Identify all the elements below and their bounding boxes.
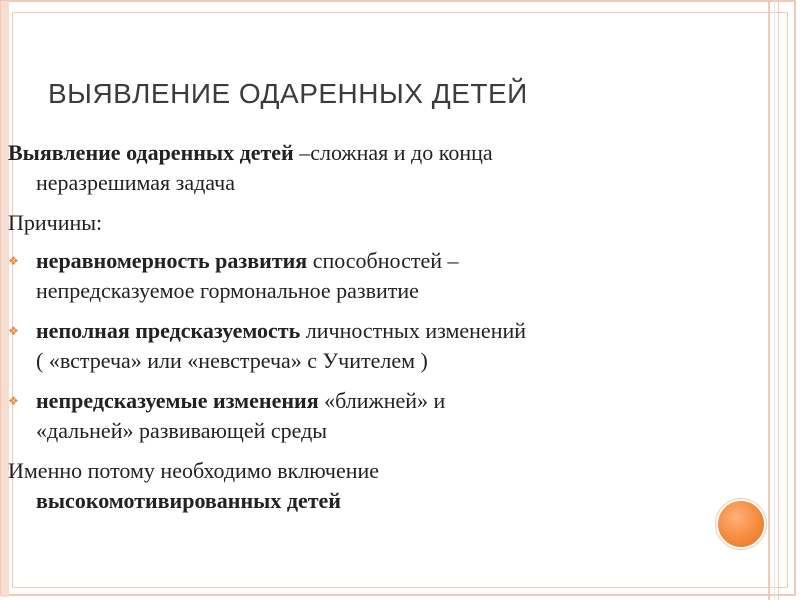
bullet-3-line2: «дальней» развивающей среды (36, 418, 328, 443)
bullet-1-line2: непредсказуемое гормональное развитие (36, 278, 419, 303)
bullet-1-rest: способностей – (307, 248, 459, 273)
reasons-label: Причины: (8, 210, 103, 235)
diamond-bullet-icon: ❖ (8, 324, 19, 338)
bullet-3-rest: «ближней» и (318, 388, 446, 413)
intro-rest: –сложная и до конца (299, 140, 493, 165)
bullet-2-bold: неполная предсказуемость (36, 318, 301, 343)
bullet-item-3 (8, 386, 708, 446)
diamond-bullet-icon: ❖ (8, 254, 19, 268)
intro-bold: Выявление одаренных детей (8, 140, 300, 165)
bullet-2-rest: личностных изменений (300, 318, 527, 343)
slide-frame-right-line-3 (778, 0, 779, 600)
bullet-item-2 (8, 316, 708, 376)
bullet-1-bold: неравномерность развития (36, 248, 308, 273)
intro-paragraph (8, 138, 708, 198)
bullet-2-line2: ( «встреча» или «невстреча» с Учителем ) (36, 348, 428, 373)
slide-frame-right-line-2 (774, 0, 775, 600)
conclusion-paragraph (8, 456, 708, 516)
orange-circle-decoration (716, 499, 766, 549)
slide-content (8, 138, 708, 516)
bullet-item-1 (8, 246, 708, 306)
conclusion-line2: высокомотивированных детей (36, 488, 341, 513)
bullet-3-bold: непредсказуемые изменения (36, 388, 319, 413)
slide-title: ВЫЯВЛЕНИЕ ОДАРЕННЫХ ДЕТЕЙ (48, 78, 528, 109)
conclusion-line1: Именно потому необходимо включение (8, 458, 380, 483)
slide-frame-right-line (768, 0, 770, 600)
diamond-bullet-icon: ❖ (8, 394, 19, 408)
intro-line2: неразрешимая задача (36, 170, 235, 195)
